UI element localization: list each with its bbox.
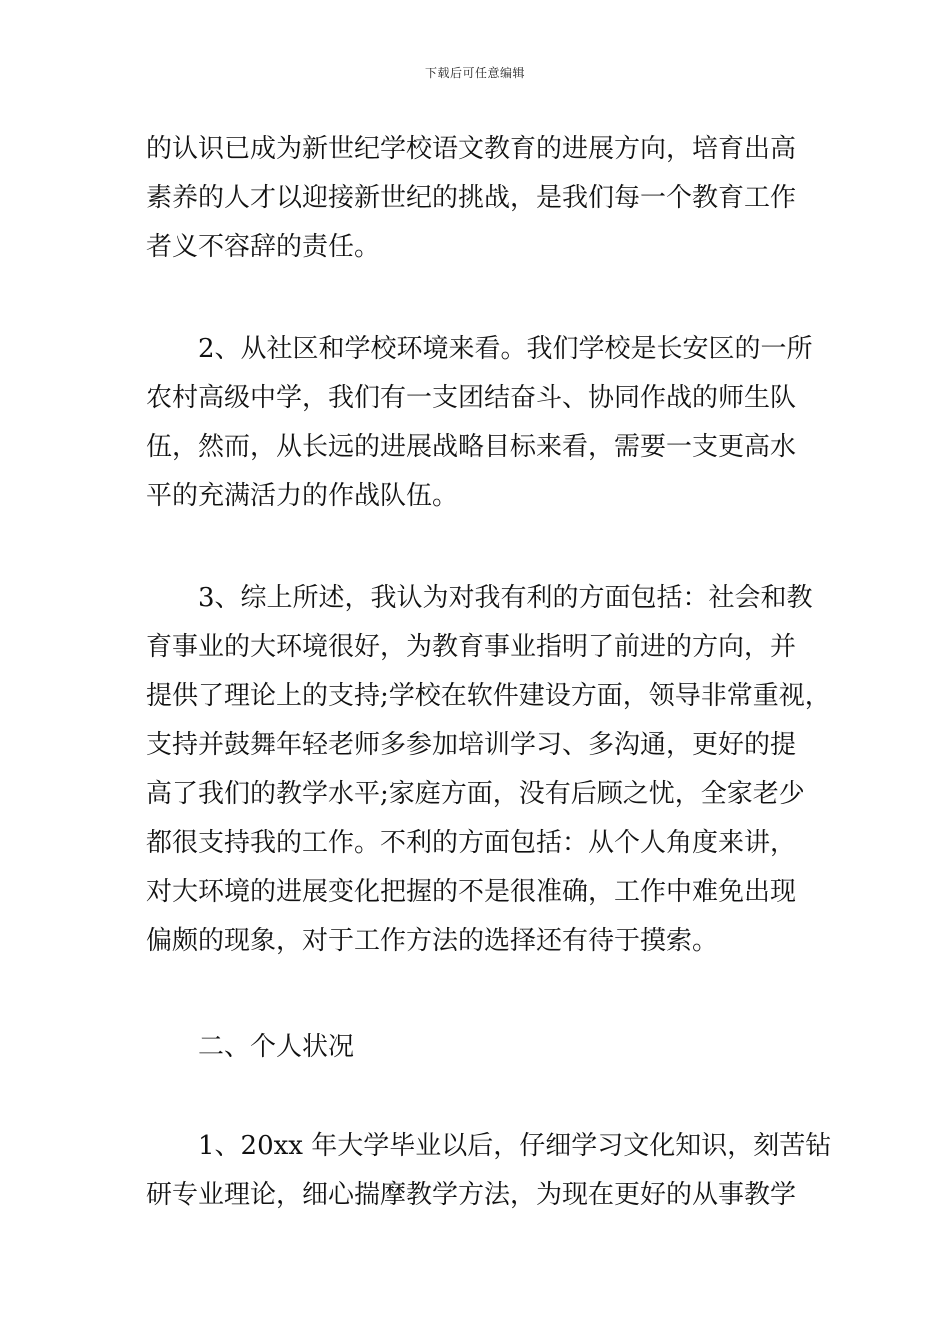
paragraph-personal-status bbox=[146, 1122, 832, 1220]
page-header: 下载后可任意编辑 bbox=[424, 66, 525, 80]
text-line: 对大环境的进展变化把握的不是很准确，工作中难免出现 bbox=[146, 877, 797, 907]
text-line: 3、综上所述，我认为对我有利的方面包括：社会和教 bbox=[198, 583, 813, 613]
paragraph-summary bbox=[146, 574, 831, 966]
text-line: 提供了理论上的支持;学校在软件建设方面，领导非常重视， bbox=[146, 681, 831, 711]
text-line: 偏颇的现象，对于工作方法的选择还有待于摸索。 bbox=[146, 926, 719, 956]
text-line: 2、从社区和学校环境来看。我们学校是长安区的一所 bbox=[198, 334, 813, 364]
text-line: 高了我们的教学水平;家庭方面，没有后顾之忧，全家老少 bbox=[146, 779, 805, 809]
text-line: 研专业理论，细心揣摩教学方法，为现在更好的从事教学 bbox=[146, 1180, 797, 1210]
text-line: 平的充满活力的作战队伍。 bbox=[146, 481, 459, 511]
text-line: 农村高级中学，我们有一支团结奋斗、协同作战的师生队 bbox=[146, 383, 797, 413]
text-line: 1、20xx 年大学毕业以后，仔细学习文化知识，刻苦钻 bbox=[198, 1131, 832, 1161]
paragraph-community-environment bbox=[146, 325, 826, 521]
text-line: 的认识已成为新世纪学校语文教育的进展方向，培育出高 bbox=[146, 134, 797, 164]
text-line: 者义不容辞的责任。 bbox=[146, 232, 381, 262]
section-heading bbox=[146, 1023, 826, 1072]
section-heading-text: 二、个人状况 bbox=[198, 1032, 355, 1062]
text-line: 育事业的大环境很好，为教育事业指明了前进的方向，并 bbox=[146, 632, 797, 662]
text-line: 伍，然而，从长远的进展战略目标来看，需要一支更高水 bbox=[146, 432, 797, 462]
paragraph-continuation bbox=[146, 125, 826, 272]
text-line: 都很支持我的工作。不利的方面包括：从个人角度来讲， bbox=[146, 828, 797, 858]
text-line: 素养的人才以迎接新世纪的挑战，是我们每一个教育工作 bbox=[146, 183, 797, 213]
text-line: 支持并鼓舞年轻老师多参加培训学习、多沟通，更好的提 bbox=[146, 730, 797, 760]
